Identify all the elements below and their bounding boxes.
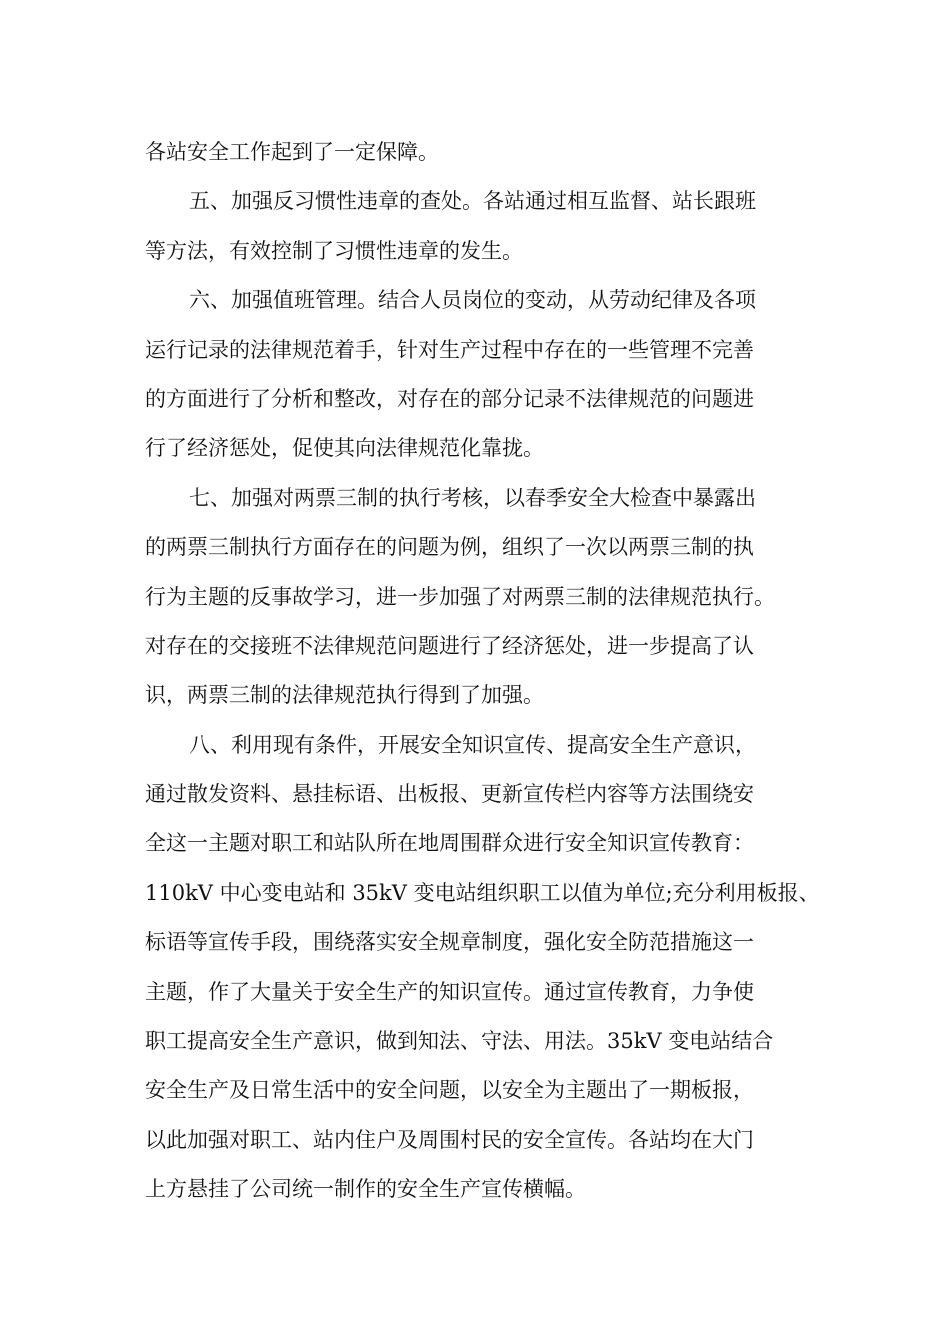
text-line: 各站安全工作起到了一定保障。 xyxy=(145,140,439,164)
text-line: 110kV 中心变电站和 35kV 变电站组织职工以值为单位;充分利用板报、 xyxy=(145,880,820,905)
text-line: 以此加强对职工、站内住户及周围村民的安全宣传。各站均在大门 xyxy=(145,1127,754,1152)
text-line: 对存在的交接班不法律规范问题进行了经济惩处，进一步提高了认 xyxy=(145,633,754,658)
text-line: 识，两票三制的法律规范执行得到了加强。 xyxy=(145,683,544,708)
text-line: 的两票三制执行方面存在的问题为例，组织了一次以两票三制的执 xyxy=(145,535,754,560)
text-line: 等方法，有效控制了习惯性违章的发生。 xyxy=(145,238,523,263)
text-line: 主题，作了大量关于安全生产的知识宣传。通过宣传教育，力争使 xyxy=(145,979,754,1004)
text-line: 行了经济惩处，促使其向法律规范化靠拢。 xyxy=(145,436,544,461)
text-line: 行为主题的反事故学习，进一步加强了对两票三制的法律规范执行。 xyxy=(145,584,775,609)
document-body xyxy=(145,128,825,1215)
text-line: 安全生产及日常生活中的安全问题，以安全为主题出了一期板报， xyxy=(145,1078,754,1103)
text-line: 通过散发资料、悬挂标语、出板报、更新宣传栏内容等方法围绕安 xyxy=(145,782,754,807)
text-line: 六、加强值班管理。结合人员岗位的变动，从劳动纪律及各项 xyxy=(189,288,756,313)
text-line: 七、加强对两票三制的执行考核，以春季安全大检查中暴露出 xyxy=(189,485,756,510)
text-line: 标语等宣传手段，围绕落实安全规章制度，强化安全防范措施这一 xyxy=(145,930,754,955)
text-line: 全这一主题对职工和站队所在地周围群众进行安全知识宣传教育： xyxy=(145,831,754,856)
text-line: 运行记录的法律规范着手，针对生产过程中存在的一些管理不完善 xyxy=(145,337,754,362)
text-line: 五、加强反习惯性违章的查处。各站通过相互监督、站长跟班 xyxy=(189,189,756,214)
text-line: 八、利用现有条件，开展安全知识宣传、提高安全生产意识， xyxy=(189,732,756,757)
text-line: 的方面进行了分析和整改，对存在的部分记录不法律规范的问题进 xyxy=(145,386,754,411)
text-line: 职工提高安全生产意识，做到知法、守法、用法。35kV 变电站结合 xyxy=(145,1029,774,1054)
text-line: 上方悬挂了公司统一制作的安全生产宣传横幅。 xyxy=(145,1177,586,1202)
